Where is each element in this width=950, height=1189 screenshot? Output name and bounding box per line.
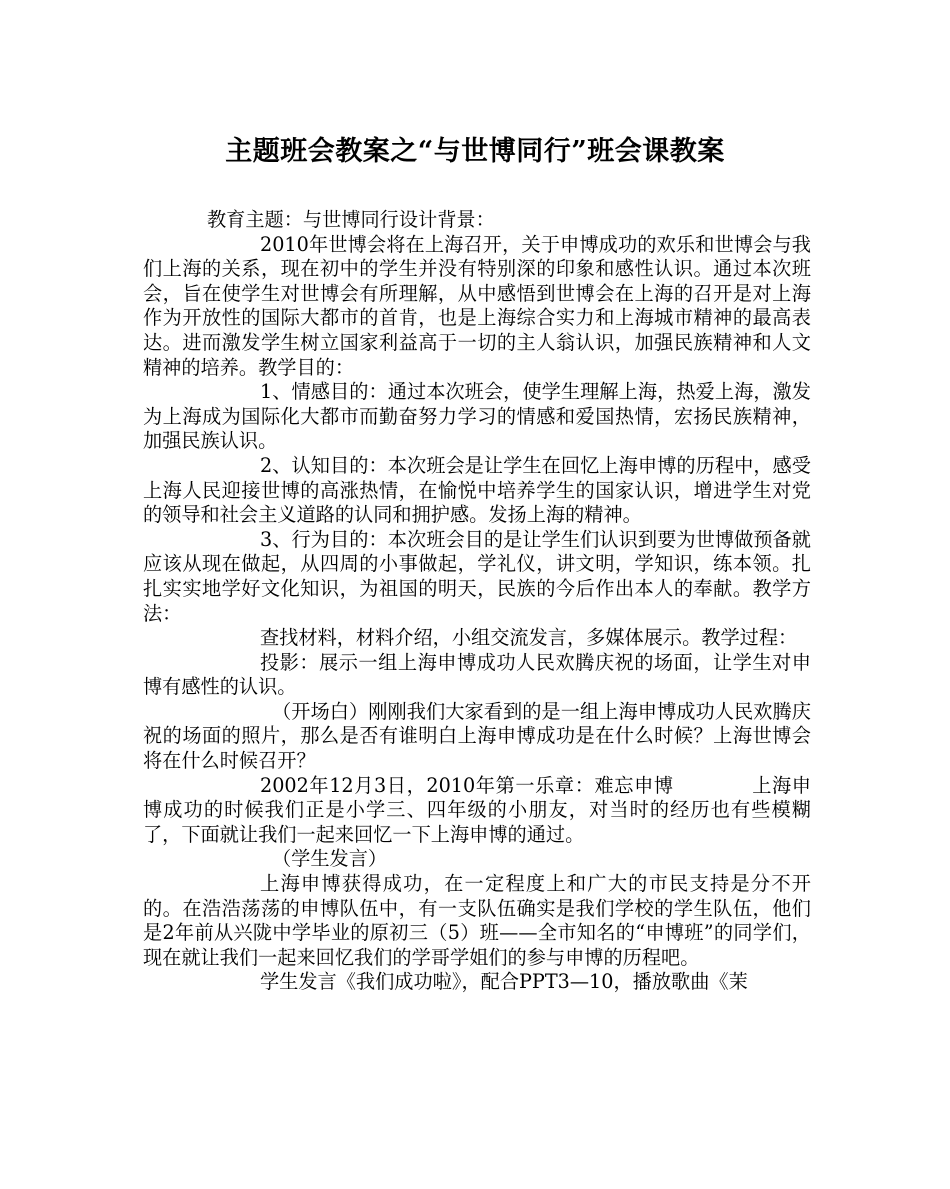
document-title: 主题班会教案之“与世博同行”班会课教案 — [225, 136, 725, 167]
paragraph-support: 上海申博获得成功，在一定程度上和广大的市民支持是分不开的。在浩浩荡荡的申博队伍中，有一支队伍确实是我们学校的学生队伍，他们是2年前从兴陇中学毕业的原初三（5）班——全市知名的“申博班”的同学们，现在就让我们一起来回忆我们的学哥学姐们的参与申博的历程吧。 — [143, 872, 811, 969]
paragraph-goal-behavior: 3、行为目的：本次班会目的是让学生们认识到要为世博做预备就应该从现在做起，从四周的小事做起，学礼仪，讲文明，学知识，练本领。扎扎实实地学好文化知识，为祖国的明天，民族的今后作出本人的奉献。教学方法： — [143, 527, 811, 625]
paragraph-methods: 查找材料，材料介绍，小组交流发言，多媒体展示。教学过程： — [260, 626, 798, 650]
paragraph-opening: （开场白）刚刚我们大家看到的是一组上海申博成功人民欢腾庆祝的场面的照片，那么是否有谁明白上海申博成功是在什么时候？上海世博会将在什么时候召开？ — [143, 699, 811, 773]
paragraph-chapter-one — [143, 774, 811, 848]
paragraph-last: 学生发言《我们成功啦》，配合PPT3—10，播放歌曲《茉 — [260, 970, 748, 994]
paragraph-intro: 教育主题：与世博同行设计背景： — [207, 208, 495, 231]
paragraph-student-speech: （学生发言） — [272, 847, 388, 871]
paragraph-goal-cognition: 2、认知目的：本次班会是让学生在回忆上海申博的历程中，感受上海人民迎接世博的高涨热情，在愉悦中培养学生的国家认识，增进学生对党的领导和社会主义道路的认同和拥护感。发扬上海的精神。 — [143, 453, 811, 527]
document-body — [143, 208, 811, 995]
chapter-one-heading: 2002年12月3日，2010年第一乐章：难忘申博 — [260, 773, 674, 797]
paragraph-background: 2010年世博会将在上海召开，关于申博成功的欢乐和世博会与我们上海的关系，现在初中的学生并没有特别深的印象和感性认识。通过本次班会，旨在使学生对世博会有所理解，从中感悟到世博会在上海的召开是对上海作为开放性的国际大都市的首肯，也是上海综合实力和上海城市精神的最高表达。进而激发学生树立国家利益高于一切的主人翁认识，加强民族精神和人文精神的培养。教学目的： — [143, 232, 811, 379]
paragraph-goal-emotion: 1、情感目的：通过本次班会，使学生理解上海，热爱上海，激发为上海成为国际化大都市而勤奋努力学习的情感和爱国热情，宏扬民族精神，加强民族认识。 — [143, 380, 811, 453]
paragraph-projection: 投影：展示一组上海申博成功人民欢腾庆祝的场面，让学生对申博有感性的认识。 — [143, 650, 811, 699]
chapter-one-body: 上海申博成功的时候我们正是小学三、四年级的小朋友，对当时的经历也有些模糊了，下面就让我们一起来回忆一下上海申博的通过。 — [143, 773, 811, 846]
